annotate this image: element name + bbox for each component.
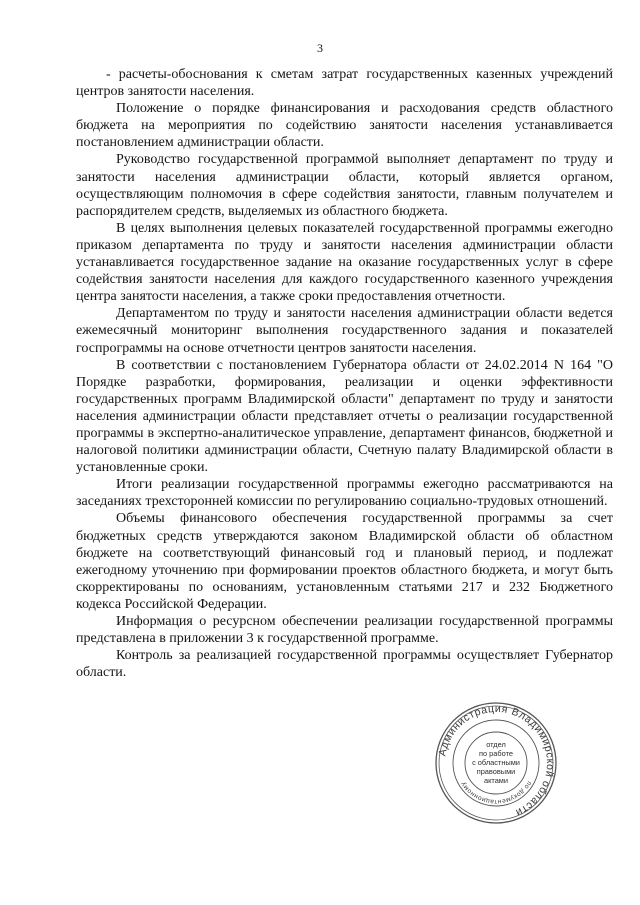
paragraph-monitoring: Департаментом по труду и занятости населения администрации области ведется ежемесячный мониторинг выполнения государственного задания и показателей госпрограммы на основе отчетности центров занятости населения.	[76, 306, 613, 356]
paragraph-reporting: В соответствии с постановлением Губернатора области от 24.02.2014 N 164 "О Порядке разработки, формирования, реализации и оценки эффективности государственных программ Владимирской области" департамент по труду и занятости населения администрации области представляет отчеты о реализации государственной программы в экспертно-аналитическое управление, департамент финансов, бюджетной и налоговой политики администрации области, Счетную палату Владимирской области в установленные сроки.	[76, 357, 613, 476]
paragraph-budget-volumes: Объемы финансового обеспечения государственной программы за счет бюджетных средств утверждаются законом Владимирской области об областном бюджете на соответствующий финансовый год и плановый период, и подлежат ежегодному уточнению при формировании проектов областного бюджета, и могут быть скорректированы по основаниям, установленным статьями 217 и 232 Бюджетного кодекса Российской Федерации.	[76, 511, 613, 612]
stamp-inner-text: по документационному	[459, 779, 533, 806]
paragraph-state-assignment: В целях выполнения целевых показателей государственной программы ежегодно приказом департамента по труду и занятости населения администрации области устанавливается государственное задание на оказание государственных услуг в сфере содействия занятости населения для каждого государственного казенного учреждения центра занятости населения, а также сроки предоставления отчетности.	[76, 220, 613, 305]
document-body	[76, 66, 613, 681]
stamp-outer-text: Администрация Владимирской области	[436, 702, 557, 819]
official-stamp	[433, 700, 559, 826]
paragraph-results-review: Итоги реализации государственной программы ежегодно рассматриваются на заседаниях трехсторонней комиссии по регулированию социально-трудовых отношений.	[76, 477, 613, 510]
paragraph-estimates: - расчеты-обоснования к сметам затрат государственных казенных учреждений центров занятости населения.	[76, 67, 613, 100]
stamp-center-line: актами	[483, 776, 509, 785]
stamp-center-line: с областными	[472, 758, 520, 767]
page-number: 3	[317, 41, 323, 55]
paragraph-control: Контроль за реализацией государственной программы осуществляет Губернатор области.	[76, 648, 613, 681]
stamp-center-line: правовыми	[476, 767, 516, 776]
stamp-center-line: по работе	[479, 749, 513, 758]
paragraph-program-management: Руководство государственной программой выполняет департамент по труду и занятости населения администрации области, который является органом, осуществляющим полномочия в сфере содействия занятости, главным получателем и распорядителем средств, выделяемых из областного бюджета.	[76, 152, 613, 219]
stamp-center-line: отдел	[486, 740, 506, 749]
paragraph-financing-regulation: Положение о порядке финансирования и расходования средств областного бюджета на мероприятия по содействию занятости населения устанавливается постановлением администрации области.	[76, 101, 613, 151]
paragraph-resource-info: Информация о ресурсном обеспечении реализации государственной программы представлена в приложении 3 к государственной программе.	[76, 614, 613, 647]
